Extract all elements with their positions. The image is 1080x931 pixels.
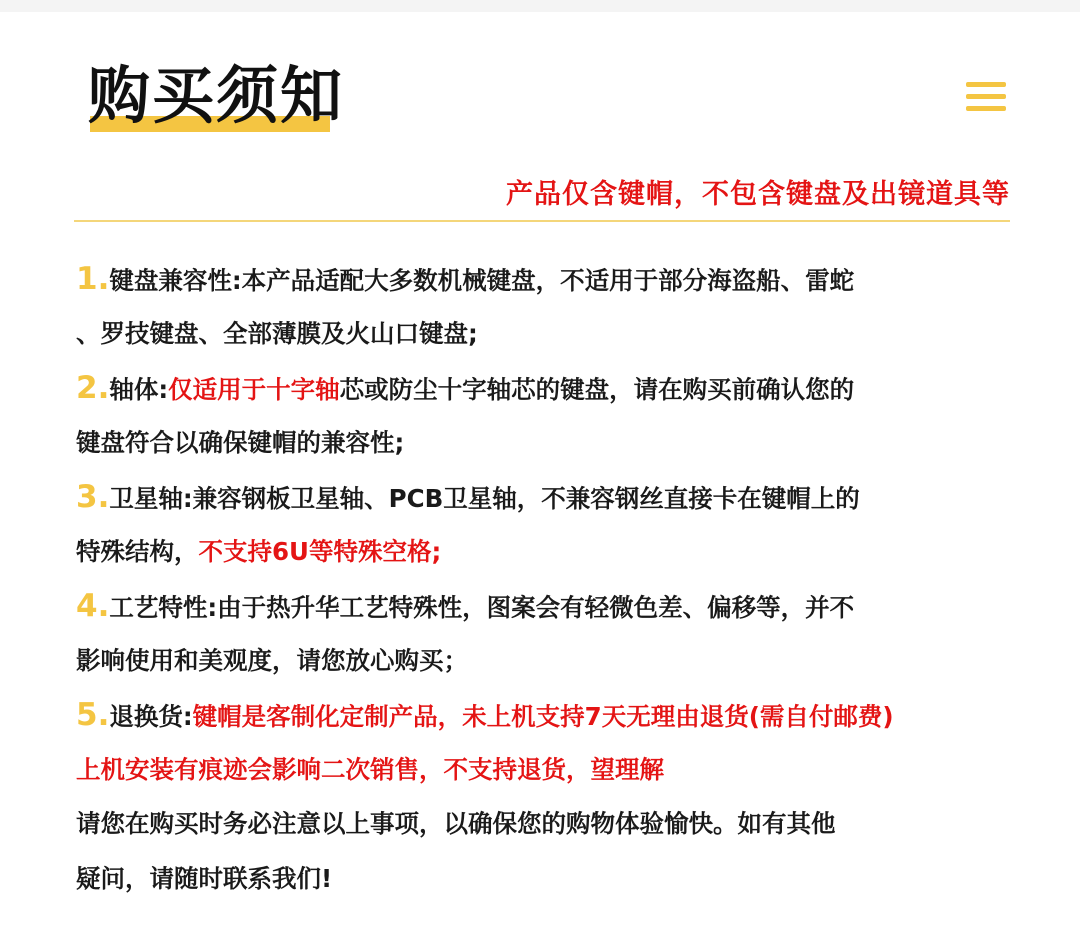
item-number: 4. <box>76 588 110 624</box>
item-text: 工艺特性:由于热升华工艺特殊性，图案会有轻微色差、偏移等，并不 <box>109 593 855 622</box>
item-text: 退换货: <box>109 702 193 731</box>
list-item-4-line-1 <box>76 579 1036 634</box>
list-item-2-line-1 <box>76 361 1036 416</box>
title-block <box>88 58 344 134</box>
item-text: 卫星轴:兼容钢板卫星轴、PCB卫星轴，不兼容钢丝直接卡在键帽上的 <box>109 484 860 513</box>
list-item-5-line-2 <box>76 743 1036 798</box>
item-number: 1. <box>76 261 110 297</box>
list-item-3-line-2 <box>76 525 1036 580</box>
list-item-1-line-1 <box>76 252 1036 307</box>
item-text: 特殊结构， <box>76 536 199 566</box>
item-text: 键盘符合以确保键帽的兼容性; <box>76 427 405 457</box>
item-number: 5. <box>76 697 110 733</box>
top-strip <box>0 0 1080 12</box>
page-title: 购买须知 <box>88 59 345 132</box>
notice-list <box>76 252 1036 906</box>
footer-text: 请您在购买时务必注意以上事项，以确保您的购物体验愉快。如有其他 <box>76 809 836 838</box>
item-text: 键盘兼容性:本产品适配大多数机械键盘，不适用于部分海盗船、雷蛇 <box>109 266 855 295</box>
product-notice: 产品仅含键帽，不包含键盘及出镜道具等 <box>506 179 1010 210</box>
list-item-1-line-2 <box>76 307 1036 362</box>
divider <box>74 220 1010 222</box>
footer-text: 疑问，请随时联系我们! <box>76 863 333 893</box>
list-item-3-line-1 <box>76 470 1036 525</box>
list-item-4-line-2 <box>76 634 1036 689</box>
item-highlight: 键帽是客制化定制产品，未上机支持7天无理由退货(需自付邮费) <box>192 702 894 731</box>
item-text: 芯或防尘十字轴芯的键盘，请在购买前确认您的 <box>339 375 855 404</box>
hamburger-menu-icon[interactable] <box>966 82 1006 112</box>
item-text: 影响使用和美观度，请您放心购买； <box>76 645 468 675</box>
list-item-2-line-2 <box>76 416 1036 471</box>
item-text: 、罗技键盘、全部薄膜及火山口键盘; <box>76 318 478 348</box>
item-text: 轴体: <box>109 375 169 404</box>
footer-line-2 <box>76 852 1036 907</box>
item-number: 3. <box>76 479 110 515</box>
footer-line-1 <box>76 797 1036 852</box>
item-highlight: 仅适用于十字轴 <box>168 375 340 404</box>
item-highlight: 上机安装有痕迹会影响二次销售，不支持退货，望理解 <box>76 754 664 784</box>
item-highlight: 不支持6U等特殊空格; <box>198 536 442 566</box>
item-number: 2. <box>76 370 110 406</box>
list-item-5-line-1 <box>76 688 1036 743</box>
